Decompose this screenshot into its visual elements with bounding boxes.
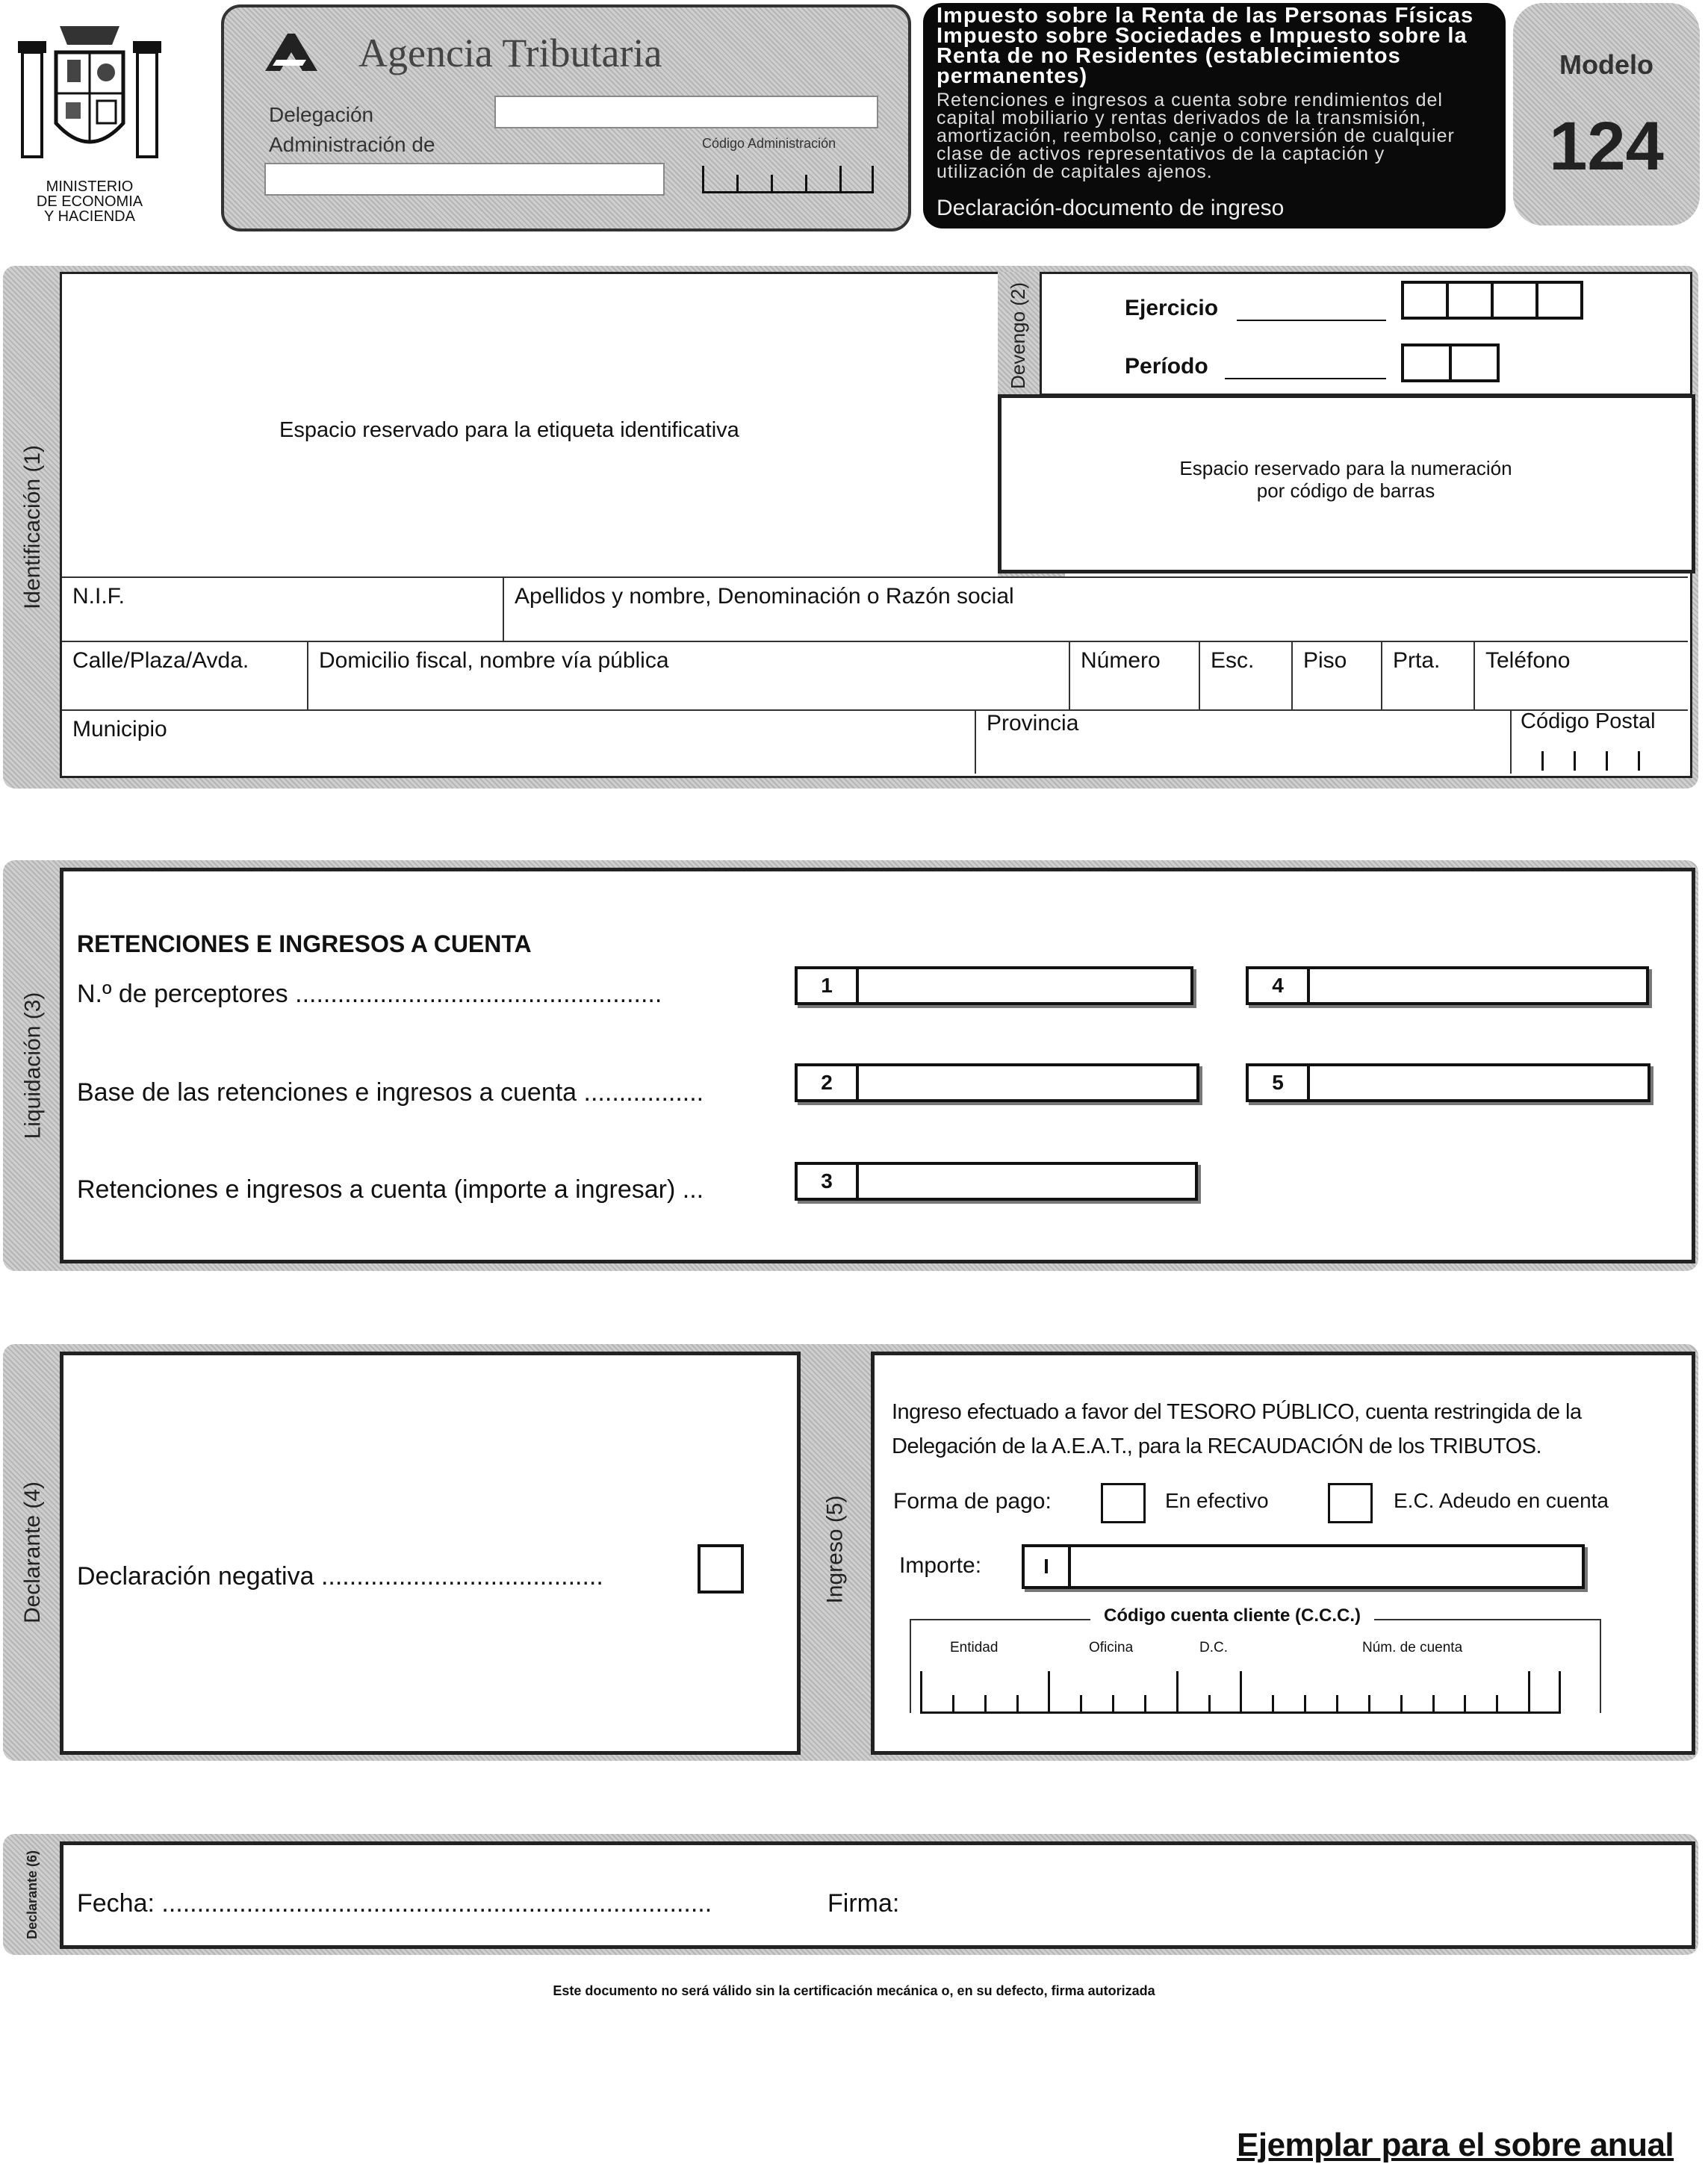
- apellidos-label: Apellidos y nombre, Denominación o Razón social: [515, 584, 1014, 609]
- retenciones-importe-label: Retenciones e ingresos a cuenta (importe a ingresar) ...: [77, 1175, 704, 1204]
- barcode-text-line-2: por código de barras: [1256, 479, 1435, 502]
- perceptores-label: N.º de perceptores ....................................................: [77, 980, 662, 1008]
- casilla-4-number: 4: [1249, 969, 1310, 1002]
- calle-field[interactable]: [62, 642, 308, 711]
- ccc-title: Código cuenta cliente (C.C.C.): [1090, 1605, 1374, 1626]
- ejercicio-label: Ejercicio: [1125, 296, 1219, 320]
- delegacion-field[interactable]: [494, 96, 878, 128]
- modelo-box: [1513, 3, 1700, 226]
- declaracion-negativa-checkbox[interactable]: [698, 1544, 744, 1594]
- base-retenciones-label: Base de las retenciones e ingresos a cuenta .................: [77, 1078, 704, 1107]
- agency-logo-icon: [261, 30, 321, 75]
- prta-label: Prta.: [1393, 648, 1441, 673]
- telefono-field[interactable]: [1475, 642, 1688, 711]
- tax-desc-line-5: utilización de capitales ajenos.: [937, 161, 1213, 182]
- liquidacion-heading: RETENCIONES E INGRESOS A CUENTA: [77, 930, 532, 957]
- doc-type: Declaración-documento de ingreso: [937, 196, 1285, 220]
- codigo-administracion-field[interactable]: [702, 166, 874, 193]
- nif-label: N.I.F.: [72, 584, 125, 609]
- administracion-label: Administración de: [269, 133, 435, 156]
- numero-label: Número: [1081, 648, 1161, 673]
- municipio-label: Municipio: [72, 717, 167, 741]
- modelo-number: 124: [1549, 108, 1664, 184]
- tax-title-line-1: Impuesto sobre la Renta de las Personas Físicas: [937, 4, 1474, 28]
- agency-name: Agencia Tributaria: [358, 31, 662, 75]
- efectivo-checkbox[interactable]: [1101, 1483, 1146, 1523]
- piso-label: Piso: [1303, 648, 1347, 673]
- ccc-num-cuenta-label: Núm. de cuenta: [1362, 1640, 1463, 1655]
- ccc-oficina-label: Oficina: [1089, 1640, 1134, 1655]
- etiqueta-text: Espacio reservado para la etiqueta identificativa: [279, 418, 739, 442]
- casilla-3[interactable]: [795, 1162, 1198, 1201]
- tax-desc-line-2: capital mobiliario y rentas derivados de la transmisión,: [937, 108, 1427, 128]
- periodo-field[interactable]: [1401, 343, 1501, 382]
- tax-title-line-2: Impuesto sobre Sociedades e Impuesto sobre la: [937, 24, 1468, 48]
- tax-desc-line-1: Retenciones e ingresos a cuenta sobre rendimientos del: [937, 90, 1443, 111]
- casilla-4[interactable]: [1246, 966, 1649, 1005]
- fecha-label: Fecha: ..............................................................................: [77, 1889, 712, 1918]
- tax-title-box: [923, 3, 1506, 228]
- modelo-label: Modelo: [1559, 49, 1653, 80]
- casilla-1-number: 1: [798, 969, 859, 1002]
- ingreso-label: Ingreso (5): [823, 1495, 848, 1604]
- administracion-field[interactable]: [264, 163, 665, 196]
- liquidacion-label: Liquidación (3): [20, 992, 46, 1139]
- municipio-field[interactable]: [62, 711, 976, 774]
- tax-desc-line-3: amortización, reembolso, canje o conversión de cualquier: [937, 125, 1455, 146]
- provincia-field[interactable]: [976, 711, 1512, 774]
- codigo-postal-label: Código Postal: [1521, 709, 1656, 733]
- casilla-3-number: 3: [798, 1165, 859, 1198]
- ejercicio-field[interactable]: [1401, 281, 1591, 320]
- casilla-5-number: 5: [1249, 1066, 1310, 1099]
- tax-title-line-4: permanentes): [937, 64, 1088, 88]
- barcode-text-line-1: Espacio reservado para la numeración: [1179, 457, 1512, 479]
- adeudo-checkbox[interactable]: [1328, 1483, 1373, 1523]
- codigo-postal-field[interactable]: [1512, 745, 1688, 771]
- casilla-5[interactable]: [1246, 1063, 1650, 1102]
- ministry-line-1: MINISTERIO: [46, 178, 134, 195]
- domicilio-label: Domicilio fiscal, nombre vía pública: [319, 648, 669, 673]
- barcode-text: [998, 457, 1694, 502]
- prta-field[interactable]: [1382, 642, 1475, 711]
- apellidos-field[interactable]: [504, 578, 1688, 642]
- numero-field[interactable]: [1070, 642, 1200, 711]
- casilla-2-number: 2: [798, 1066, 859, 1099]
- importe-label: Importe:: [899, 1553, 982, 1578]
- ejemplar-label: Ejemplar para el sobre anual: [1237, 2127, 1674, 2163]
- ccc-field[interactable]: [920, 1670, 1561, 1714]
- casilla-2[interactable]: [795, 1063, 1199, 1102]
- casilla-1[interactable]: [795, 966, 1193, 1005]
- firma-label: Firma:: [827, 1889, 900, 1918]
- coat-of-arms-logo: [7, 11, 172, 175]
- telefono-label: Teléfono: [1485, 648, 1571, 673]
- devengo-label: Devengo (2): [1007, 282, 1030, 389]
- declaracion-negativa-label: Declaración negativa ........................................: [77, 1562, 603, 1591]
- domicilio-field[interactable]: [308, 642, 1070, 711]
- firma-section-label: Declarante (6): [25, 1850, 40, 1939]
- ingreso-text-line-1: Ingreso efectuado a favor del TESORO PÚBLICO, cuenta restringida de la: [892, 1400, 1582, 1424]
- declarante-label: Declarante (4): [20, 1481, 46, 1624]
- forma-pago-label: Forma de pago:: [893, 1489, 1052, 1514]
- adeudo-label: E.C. Adeudo en cuenta: [1394, 1489, 1609, 1512]
- identificacion-label: Identificación (1): [20, 444, 46, 610]
- codigo-administracion-label: Código Administración: [702, 136, 836, 151]
- validity-note: Este documento no será válido sin la certificación mecánica o, en su defecto, firma autorizada: [553, 1983, 1155, 1998]
- nif-field[interactable]: [62, 578, 504, 642]
- tax-title-line-3: Renta de no Residentes (establecimientos: [937, 44, 1401, 68]
- provincia-label: Provincia: [987, 711, 1079, 736]
- tax-desc-line-4: clase de activos representativos de la captación y: [937, 143, 1385, 164]
- declarante-panel: [60, 1352, 801, 1755]
- ministry-name: [15, 179, 164, 224]
- importe-box-letter: I: [1025, 1547, 1071, 1586]
- ccc-entidad-label: Entidad: [950, 1640, 999, 1655]
- ejercicio-underline: [1237, 320, 1386, 321]
- ministry-line-3: Y HACIENDA: [44, 208, 135, 225]
- esc-label: Esc.: [1211, 648, 1255, 673]
- delegacion-label: Delegación: [269, 103, 374, 126]
- ingreso-text-line-2: Delegación de la A.E.A.T., para la RECAUDACIÓN de los TRIBUTOS.: [892, 1434, 1542, 1458]
- piso-field[interactable]: [1293, 642, 1382, 711]
- ingreso-text: [892, 1395, 1582, 1464]
- ministry-line-2: DE ECONOMIA: [36, 193, 143, 210]
- esc-field[interactable]: [1200, 642, 1293, 711]
- agency-box: [221, 4, 911, 231]
- periodo-underline: [1225, 378, 1386, 379]
- periodo-label: Período: [1125, 354, 1208, 379]
- calle-label: Calle/Plaza/Avda.: [72, 648, 249, 673]
- ccc-dc-label: D.C.: [1199, 1640, 1228, 1655]
- efectivo-label: En efectivo: [1165, 1489, 1269, 1512]
- importe-field[interactable]: [1022, 1544, 1585, 1589]
